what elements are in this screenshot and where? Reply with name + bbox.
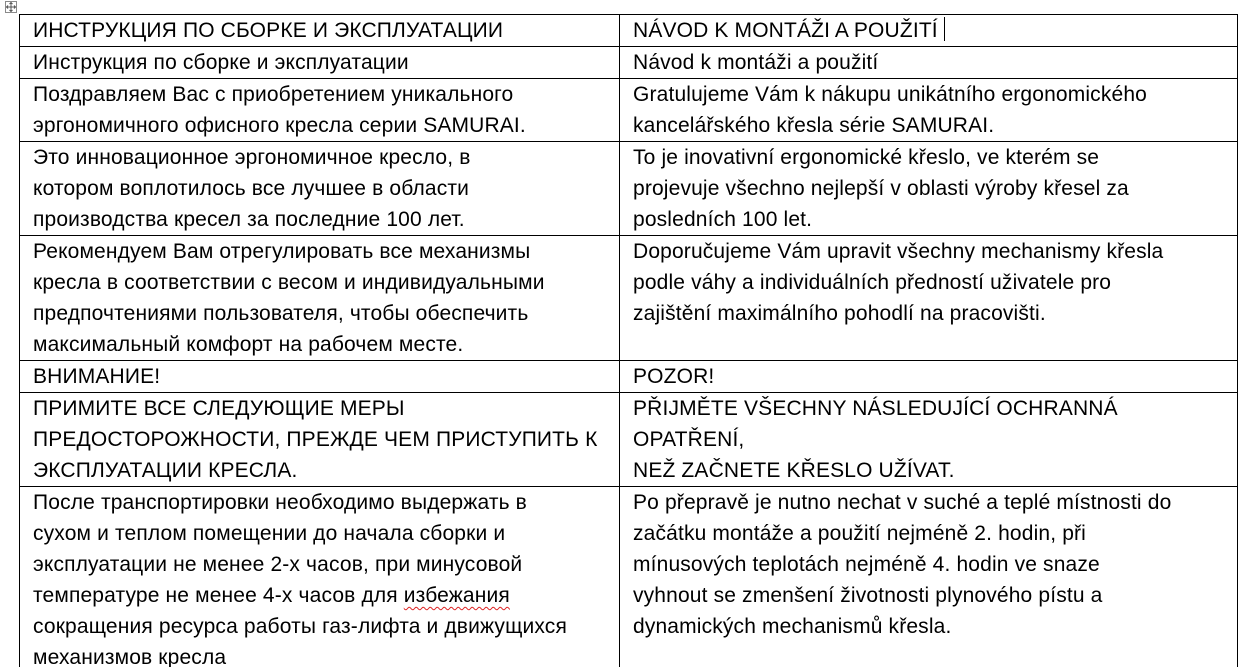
table-row [20,236,1238,361]
cell-ru[interactable]: ПРИМИТЕ ВСЕ СЛЕДУЮЩИЕ МЕРЫ ПРЕДОСТОРОЖНОСТИ, ПРЕЖДЕ ЧЕМ ПРИСТУПИТЬ К ЭКСПЛУАТАЦИИ КРЕСЛА. [20,393,620,487]
table-row [20,361,1238,393]
cell-cz[interactable]: To je inovativní ergonomické křeslo, ve kterém se projevuje všechno nejlepší v oblasti výroby křesel za posledních 100 let. [620,142,1238,236]
translation-table [19,14,1238,667]
cell-cz[interactable]: Po přepravě je nutno nechat v suché a teplé místnosti do začátku montáže a použití nejméně 2. hodin, při mínusových teplotách nejméně 4. hodin ve snaze vyhnout se zmenšení životnosti plynového pístu a dynamických mechanismů křesla. [620,487,1238,667]
cell-cz[interactable]: Návod k montáži a použití [620,47,1238,79]
cell-cz[interactable]: Doporučujeme Vám upravit všechny mechanismy křesla podle váhy a individuálních předností uživatele pro zajištění maximálního pohodlí na pracovišti. [620,236,1238,361]
table-row [20,47,1238,79]
cell-ru[interactable]: После транспортировки необходимо выдержать в сухом и теплом помещении до начала сборки и эксплуатации не менее 2-х часов, при минусовой температуре не менее 4-х часов для избежания сокращения ресурса работы газ-лифта и движущихся механизмов кресла [20,487,620,667]
cell-ru[interactable]: Инструкция по сборке и эксплуатации [20,47,620,79]
table-row [20,142,1238,236]
table-row [20,15,1238,47]
text-cursor [944,17,945,41]
table-row [20,487,1238,667]
cell-ru[interactable]: Это инновационное эргономичное кресло, в котором воплотилось все лучшее в области производства кресел за последние 100 лет. [20,142,620,236]
cell-ru-warning[interactable]: ВНИМАНИЕ! [20,361,620,393]
cell-cz-title[interactable]: NÁVOD K MONTÁŽI A POUŽITÍ [620,15,1238,47]
cell-ru[interactable]: Рекомендуем Вам отрегулировать все механизмы кресла в соответствии с весом и индивидуальными предпочтениями пользователя, чтобы обеспечить максимальный комфорт на рабочем месте. [20,236,620,361]
cell-ru[interactable]: Поздравляем Вас с приобретением уникального эргономичного офисного кресла серии SAMURAI. [20,79,620,142]
table-row [20,393,1238,487]
cell-cz[interactable]: PŘIJMĚTE VŠECHNY NÁSLEDUJÍCÍ OCHRANNÁ OPATŘENÍ, NEŽ ZAČNETE KŘESLO UŽÍVAT. [620,393,1238,487]
cell-ru-title[interactable]: ИНСТРУКЦИЯ ПО СБОРКЕ И ЭКСПЛУАТАЦИИ [20,15,620,47]
table-move-handle-icon[interactable] [5,1,17,13]
table-row [20,79,1238,142]
cell-cz[interactable]: Gratulujeme Vám k nákupu unikátního ergonomického kancelářského křesla série SAMURAI. [620,79,1238,142]
misspelled-word[interactable]: избежания [403,584,510,607]
cell-cz-warning[interactable]: POZOR! [620,361,1238,393]
